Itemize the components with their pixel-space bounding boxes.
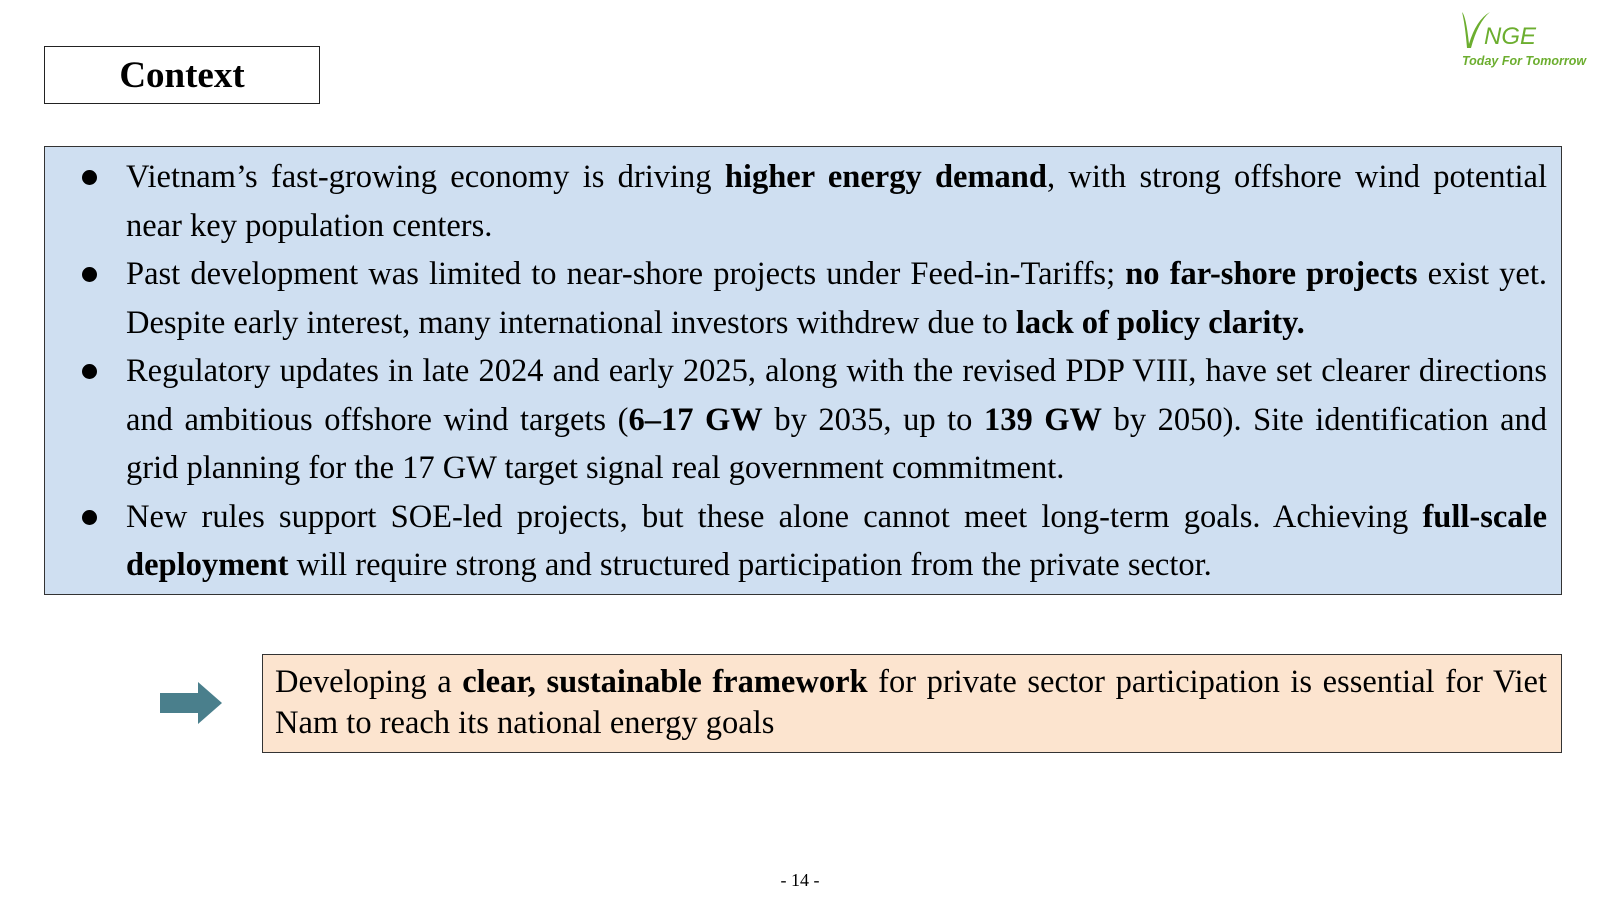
- bullet-item: [45, 493, 1547, 590]
- logo-nge-letters: NGE: [1484, 23, 1537, 50]
- text-run: will require strong and structured participation from the private sector.: [288, 547, 1212, 583]
- bullet-dot-icon: [82, 170, 97, 185]
- text-run: exist yet. Despite early interest, many international investors withdrew due to: [126, 256, 1547, 341]
- bullet-text: [126, 256, 1547, 341]
- bullet-text: [126, 499, 1547, 584]
- bold-text: clear, sustainable framework: [462, 664, 868, 700]
- bullet-item: [45, 347, 1547, 493]
- logo-tagline: Today For Tomorrow: [1462, 54, 1587, 68]
- page-title: Context: [119, 54, 245, 96]
- bold-text: 6–17 GW: [628, 401, 763, 438]
- bullet-dot-icon: [82, 267, 97, 282]
- bold-text: lack of policy clarity.: [1015, 304, 1305, 341]
- text-run: Vietnam’s fast-growing economy is driving: [126, 159, 725, 195]
- text-run: by 2050). Site identification and grid planning for the 17 GW target signal real government commitment.: [126, 401, 1548, 486]
- bullet-item: [45, 250, 1547, 347]
- text-run: , with strong offshore wind potential near key population centers.: [126, 159, 1548, 244]
- bold-text: no far-shore projects: [1125, 256, 1418, 292]
- context-box: [44, 146, 1562, 595]
- bullet-dot-icon: [82, 510, 97, 525]
- text-run: Regulatory updates in late 2024 and early 2025, along with the revised PDP VIII, have set clearer directions and ambitious offshore wind targets (: [126, 353, 1547, 438]
- bullet-dot-icon: [82, 364, 97, 379]
- title-box: [44, 46, 320, 104]
- bold-text: full-scale deployment: [126, 498, 1547, 583]
- conclusion-box: [262, 654, 1562, 753]
- text-run: by 2035, up to: [762, 401, 984, 438]
- text-run: Past development was limited to near-shore projects under Feed-in-Tariffs;: [126, 256, 1126, 292]
- page-number: - 14 -: [780, 870, 820, 890]
- bullet-text: [126, 353, 1547, 486]
- text-run: for private sector participation is essential for Viet Nam to reach its national energy goals: [275, 664, 1547, 741]
- text-run: Developing a: [275, 664, 463, 700]
- bold-text: 139 GW: [983, 401, 1103, 438]
- text-run: New rules support SOE-led projects, but these alone cannot meet long-term goals. Achieving: [126, 498, 1423, 535]
- context-bullet-list: [45, 153, 1547, 590]
- bullet-item: [45, 153, 1547, 250]
- bold-text: higher energy demand: [724, 159, 1047, 195]
- right-arrow-icon: [160, 682, 224, 724]
- bullet-text: [126, 159, 1547, 244]
